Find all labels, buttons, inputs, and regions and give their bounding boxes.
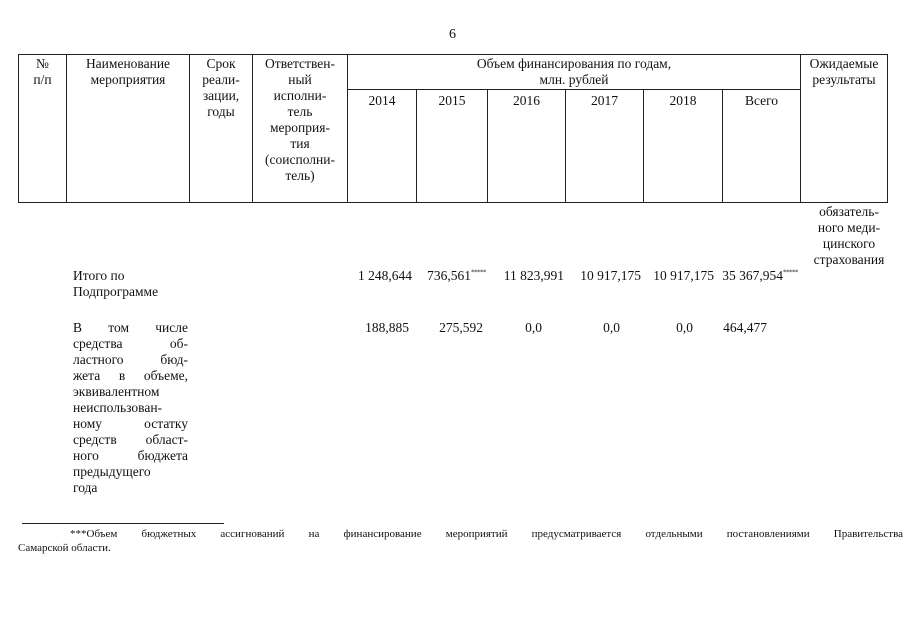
header-total: Всего bbox=[723, 90, 801, 203]
row-regional-2018: 0,0 bbox=[676, 320, 693, 335]
header-year-2016: 2016 bbox=[488, 90, 566, 203]
row-regional-2017: 0,0 bbox=[603, 320, 620, 335]
header-no: № п/п bbox=[19, 55, 67, 203]
row-regional-label: В том числе средства об- ластного бюд- жета в объеме, эквивалентном неиспользован- ному остатку средств област- ного бюджета предыдущего года bbox=[73, 320, 188, 495]
page-number: 6 bbox=[449, 27, 456, 42]
header-year-2015: 2015 bbox=[417, 90, 488, 203]
header-name: Наименование мероприятия bbox=[67, 55, 190, 203]
footnote-mark: ***** bbox=[471, 268, 486, 277]
header-responsible: Ответствен- ный исполни- тель мероприя- тия (соисполни- тель) bbox=[253, 55, 348, 203]
header-year-2014: 2014 bbox=[348, 90, 417, 203]
row-total-2017: 10 917,175 bbox=[580, 268, 641, 283]
header-financing: Объем финансирования по годам, млн. рублей bbox=[348, 55, 801, 90]
header-results: Ожидаемые результаты bbox=[801, 55, 888, 203]
header-year-2017: 2017 bbox=[566, 90, 644, 203]
row-total-label: Итого по Подпрограмме bbox=[73, 268, 159, 299]
header-year-2018: 2018 bbox=[644, 90, 723, 203]
row-total-sum: 35 367,954***** bbox=[722, 268, 798, 283]
row-total-2014: 1 248,644 bbox=[358, 268, 412, 283]
row-total-2015: 736,561***** bbox=[427, 268, 486, 283]
continued-results-text: обязатель- ного меди- цинского страхования bbox=[813, 204, 885, 267]
row-regional-2014: 188,885 bbox=[365, 320, 409, 335]
row-total-2018: 10 917,175 bbox=[653, 268, 714, 283]
program-header-table bbox=[18, 54, 888, 203]
row-regional-2015: 275,592 bbox=[439, 320, 483, 335]
footnote-mark: ***** bbox=[783, 268, 798, 277]
row-regional-2016: 0,0 bbox=[525, 320, 542, 335]
footnote-separator bbox=[22, 523, 224, 524]
header-term: Срок реали- зации, годы bbox=[190, 55, 253, 203]
row-regional-sum: 464,477 bbox=[723, 320, 767, 335]
row-total-2016: 11 823,991 bbox=[503, 268, 564, 283]
footnote: ***Объем бюджетных ассигнований на финансирование мероприятий предусматривается отдельными постановлениями Правительства Самарской области. bbox=[18, 528, 903, 554]
